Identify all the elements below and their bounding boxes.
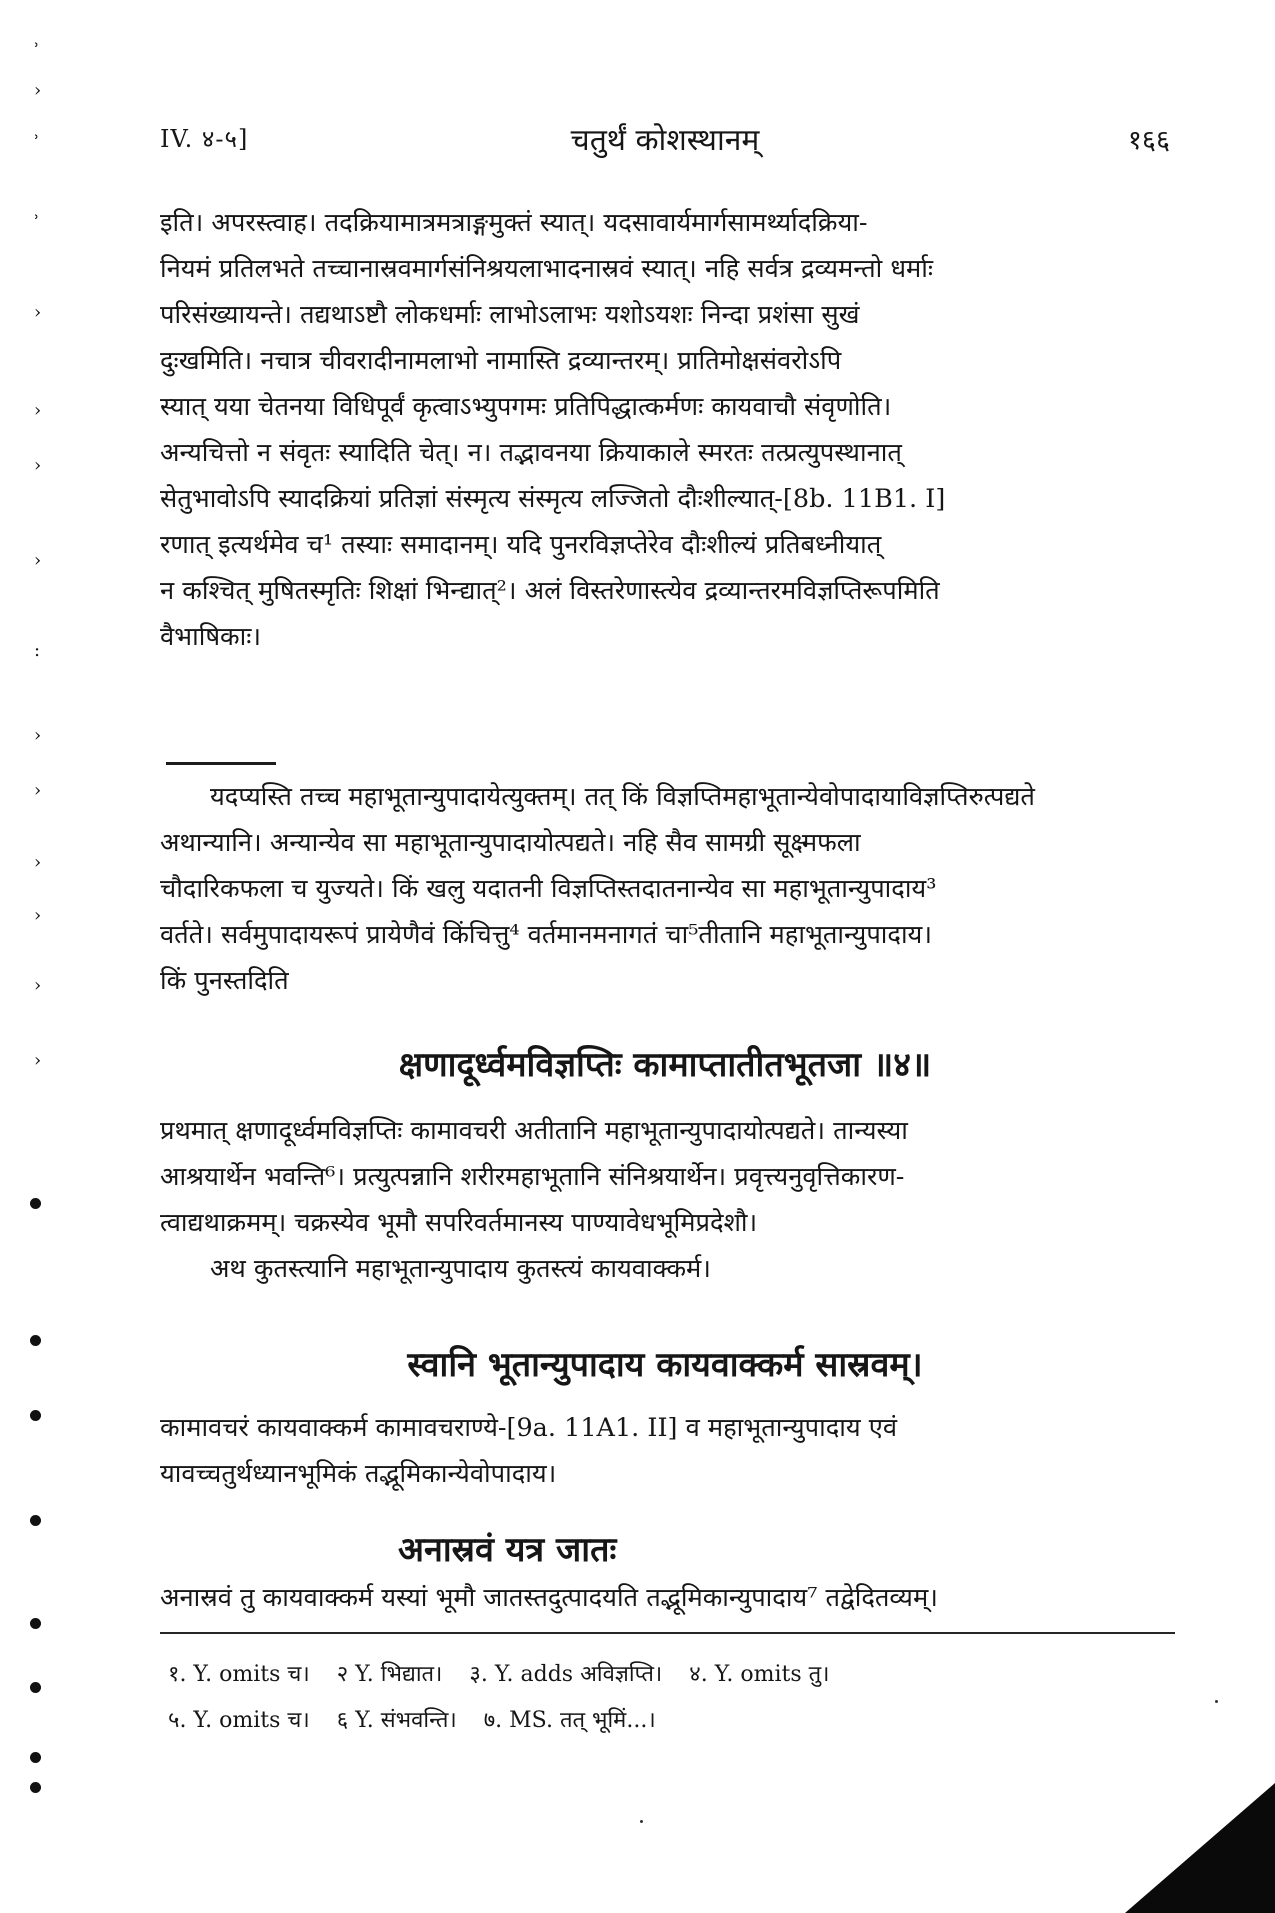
section-separator [166,762,276,765]
margin-dot [30,1198,41,1209]
text-line: कामावचरं कायवाक्कर्म कामावचराण्ये-[9a. 11A1. II] व महाभूतान्युपादाय एवं [160,1413,898,1443]
header-chapter-ref: IV. ४-५] [160,125,249,153]
text-line: वैभाषिकाः। [160,622,262,652]
footnote: ४. Y. omits तु। [689,1662,830,1687]
margin-dot [30,1410,41,1421]
margin-mark: › [34,975,42,996]
text-line: अनास्रवं तु कायवाक्कर्म यस्यां भूमौ जातस्तदुत्पादयति तद्भूमिकान्युपादाय⁷ तद्वेदितव्यम्। [160,1583,938,1613]
footnote: ३. Y. adds अविज्ञप्ति। [469,1662,663,1687]
margin-mark: › [34,905,42,926]
text-line: दुःखमिति। नचात्र चीवरादीनामलाभो नामास्ति द्रव्यान्तरम्। प्रातिमोक्षसंवरोऽपि [160,346,842,376]
text-line: अथान्यानि। अन्यान्येव सा महाभूतान्युपादायोत्पद्यते। नहि सैव सामग्री सूक्ष्मफला [160,828,861,858]
margin-mark: › [34,455,42,476]
footnote: ७. MS. तत् भूमिं...। [483,1708,656,1733]
footnote: ५. Y. omits च। [168,1708,310,1733]
margin-mark: › [34,400,42,421]
text-line: चौदारिकफला च युज्यते। किं खलु यदातनी विज्ञप्तिस्तदातनान्येव सा महाभूतान्युपादाय³ [160,874,937,904]
text-line: इति। अपरस्त्वाह। तदक्रियामात्रमत्राङ्गमुक्तं स्यात्। यदसावार्यमार्गसामर्थ्यादक्रिया- [160,208,868,238]
margin-dot [30,1682,41,1693]
paragraph-3 [160,1108,1170,1292]
text-line: त्वाद्यथाक्रमम्। चक्रस्येव भूमौ सपरिवर्तमानस्य पाण्यावेधभूमिप्रदेशौ। [160,1208,758,1238]
margin-mark: › [34,80,42,101]
running-header [160,112,1170,162]
footnote: ६ Y. संभवन्ति। [336,1708,457,1733]
paragraph-1 [160,200,1170,660]
text-line: अथ कुतस्त्यानि महाभूतान्युपादाय कुतस्त्यं कायवाक्कर्म। [210,1254,711,1284]
text-line: स्यात् यया चेतनया विधिपूर्वं कृत्वाऽभ्युपगमः प्रतिपिद्धात्कर्मणः कायवाचौ संवृणोति। [160,392,892,422]
margin-dot [30,1782,41,1793]
text-line: आश्रयार्थेन भवन्ति⁶। प्रत्युत्पन्नानि शरीरमहाभूतानि संनिश्रयार्थेन। प्रवृत्त्यनुवृत्तिकारण- [160,1162,905,1192]
margin-mark: › [34,1050,42,1071]
footnotes [168,1652,1168,1744]
text-line: नियमं प्रतिलभते तच्चानास्रवमार्गसंनिश्रयलाभादनास्रवं स्यात्। नहि सर्वत्र द्रव्यमन्तो धर्माः [160,254,934,284]
margin-mark: ʾ [34,132,40,153]
text-line: किं पुनस्तदिति [160,966,289,996]
karika-verse-5: स्वानि भूतान्युपादाय कायवाक्कर्म सास्रवम्। [407,1345,923,1385]
margin-dot [30,1752,41,1763]
margin-mark: ʾ [34,40,40,61]
text-line: अन्यचित्तो न संवृतः स्यादिति चेत्। न। तद्भावनया क्रियाकाले स्मरतः तत्प्रत्युपस्थानात् [160,438,902,468]
margin-dot [30,1335,41,1346]
text-line: न कश्चित् मुषितस्मृतिः शिक्षां भिन्द्यात्²। अलं विस्तरेणास्त्येव द्रव्यान्तरमविज्ञप्तिरूपमिति [160,576,940,606]
text-line: रणात् इत्यर्थमेव च¹ तस्याः समादानम्। यदि पुनरविज्ञप्तेरेव दौःशील्यं प्रतिबध्नीयात् [160,530,882,560]
paragraph-2 [160,774,1170,1004]
margin-mark: › [34,302,42,323]
footnote: २ Y. भिद्यात। [336,1662,443,1687]
margin-dot [30,1515,41,1526]
header-page-number: १६६ [1127,125,1170,156]
paragraph-5 [160,1575,1170,1621]
margin-mark: ʾ [34,212,40,233]
text-line: वर्तते। सर्वमुपादायरूपं प्रायेणैवं किंचित्तु⁴ वर्तमानमनागतं चा⁵तीतानि महाभूतान्युपादाय। [160,920,933,950]
margin-mark: › [34,852,42,873]
scan-speck [1215,1700,1218,1703]
header-title: चतुर्थं कोशस्थानम् [570,123,760,158]
margin-mark: › [34,550,42,571]
text-line: प्रथमात् क्षणादूर्ध्वमविज्ञप्तिः कामावचरी अतीतानि महाभूतान्युपादायोत्पद्यते। तान्यस्या [160,1116,908,1146]
text-line: यावच्चतुर्थध्यानभूमिकं तद्भूमिकान्येवोपादाय। [160,1459,557,1489]
footnote: १. Y. omits च। [168,1662,310,1687]
paragraph-4 [160,1405,1170,1497]
scan-speck [640,1820,643,1823]
margin-dot [30,1618,41,1629]
karika-verse-4: क्षणादूर्ध्वमविज्ञप्तिः कामाप्तातीतभूतजा ॥४॥ [398,1045,932,1085]
footnote-rule [160,1632,1175,1634]
footnote-line-2 [168,1698,1168,1744]
margin-mark: › [34,725,42,746]
footnote-line-1 [168,1652,1168,1698]
scan-edge-shadow [1125,1783,1275,1913]
margin-mark: : [34,640,41,661]
karika-verse-6: अनास्रवं यत्र जातः [398,1530,617,1570]
text-line: परिसंख्यायन्ते। तद्यथाऽष्टौ लोकधर्माः लाभोऽलाभः यशोऽयशः निन्दा प्रशंसा सुखं [160,300,860,330]
text-line: सेतुभावोऽपि स्यादक्रियां प्रतिज्ञां संस्मृत्य संस्मृत्य लज्जितो दौःशील्यात्-[8b. 11B1. I] [160,484,946,514]
text-line: यदप्यस्ति तच्च महाभूतान्युपादायेत्युक्तम्। तत् किं विज्ञप्तिमहाभूतान्येवोपादायाविज्ञप्तिरुत्पद्यते [210,782,1035,812]
margin-mark: › [34,780,42,801]
